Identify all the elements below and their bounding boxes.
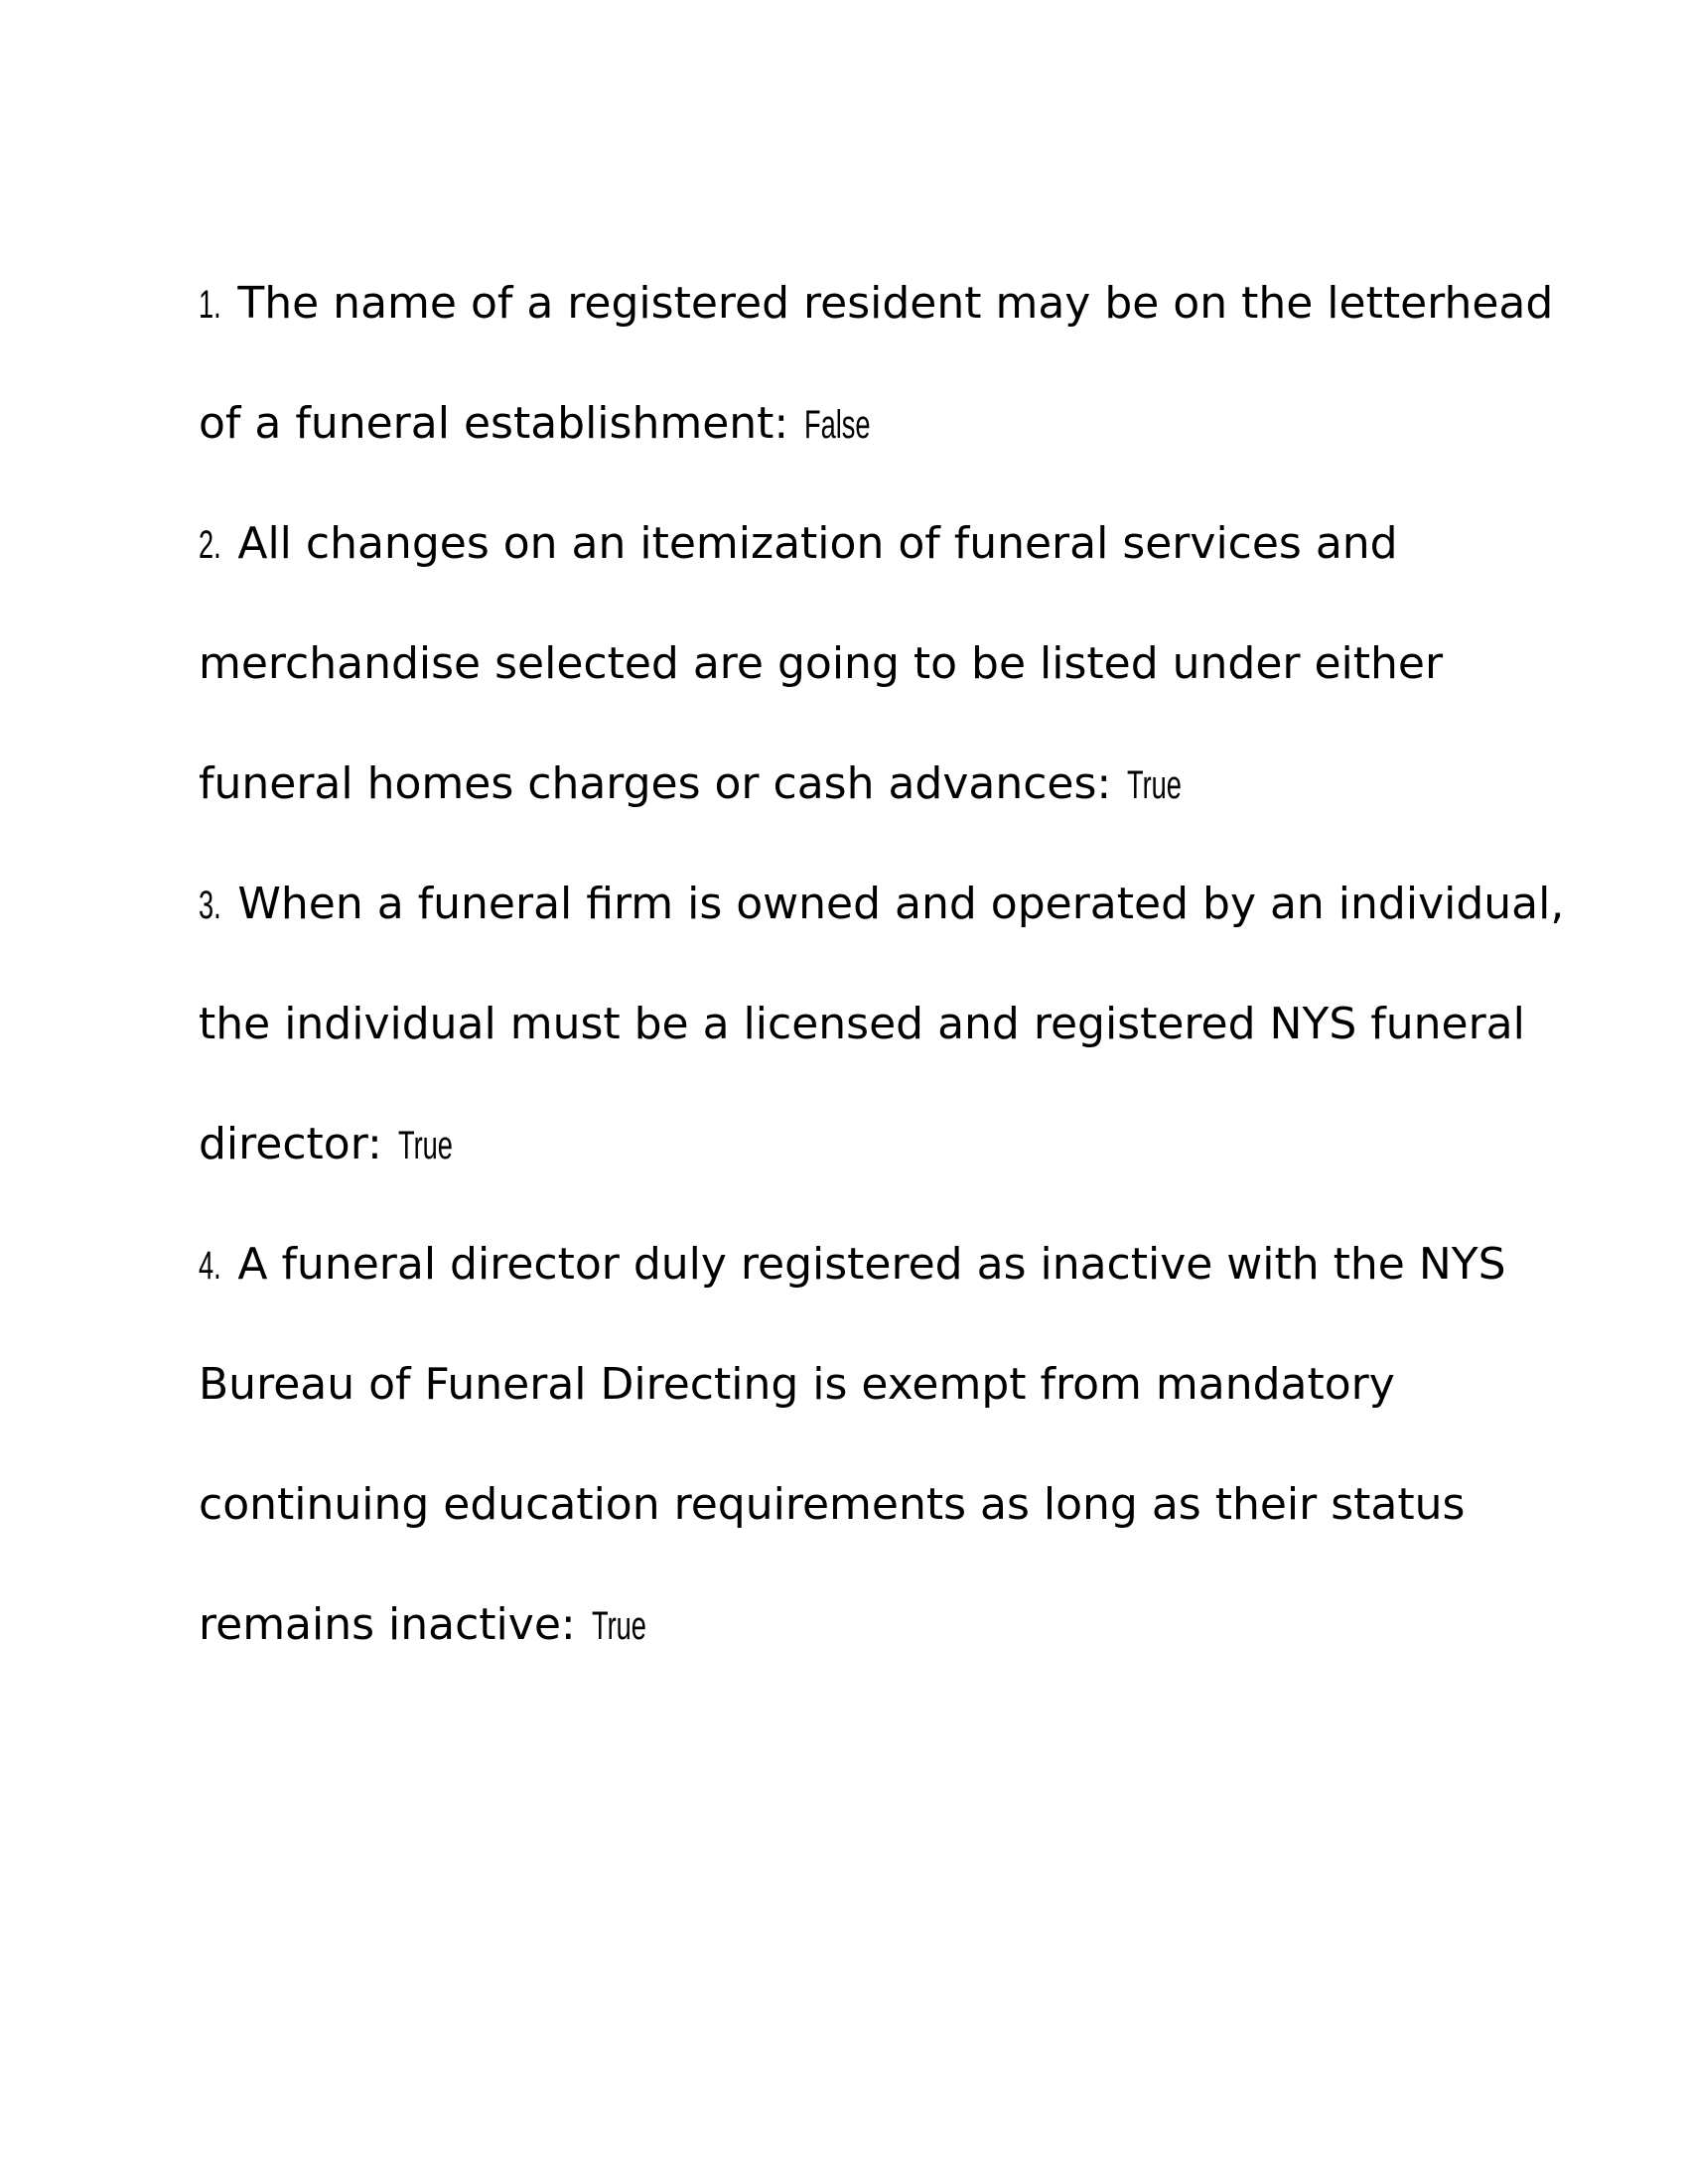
question-2-line-3 (199, 738, 1509, 858)
question-3-text-line-2: the individual must be a licensed and registered NYS funeral (199, 999, 1525, 1049)
question-1-text-line-1: The name of a registered resident may be on the letterhead (237, 278, 1554, 329)
question-2-answer: True (1127, 763, 1183, 807)
question-3-answer: True (397, 1124, 453, 1167)
question-2 (199, 497, 1509, 858)
question-1-answer: False (804, 403, 871, 447)
question-2-text-line-2: merchandise selected are going to be listed under either (199, 638, 1444, 689)
question-4-line-1 (199, 1218, 1509, 1338)
question-4-line-4 (199, 1578, 1509, 1699)
question-4-text-line-1: A funeral director duly registered as inactive with the NYS (237, 1239, 1506, 1290)
question-1-line-1 (199, 257, 1554, 377)
question-3-line-1 (199, 858, 1565, 978)
question-2-line-2 (199, 617, 1509, 738)
question-3 (199, 858, 1565, 1218)
question-4-line-2 (199, 1338, 1509, 1458)
question-2-text-line-1: All changes on an itemization of funeral services and (237, 518, 1398, 569)
question-3-line-2 (199, 978, 1525, 1098)
question-3-text-line-1: When a funeral firm is owned and operated by an individual, (237, 879, 1565, 929)
question-4-text-line-4: remains inactive: (199, 1599, 576, 1650)
question-2-number: 2. (199, 523, 221, 567)
question-4-text-line-3: continuing education requirements as long as their status (199, 1479, 1466, 1530)
question-4-text-line-2: Bureau of Funeral Directing is exempt from mandatory (199, 1359, 1395, 1410)
question-1-text-line-2: of a funeral establishment: (199, 398, 789, 449)
question-4-number: 4. (199, 1244, 221, 1288)
question-3-number: 3. (199, 884, 221, 927)
question-3-text-line-3: director: (199, 1119, 382, 1169)
question-1-line-2 (199, 377, 1509, 497)
question-list (199, 257, 1565, 1699)
question-1-number: 1. (199, 283, 221, 327)
question-1 (199, 257, 1554, 497)
question-4-line-3 (199, 1458, 1509, 1578)
question-4 (199, 1218, 1509, 1699)
question-2-text-line-3: funeral homes charges or cash advances: (199, 758, 1112, 809)
question-2-line-1 (199, 497, 1509, 617)
question-3-line-3 (199, 1098, 1509, 1218)
question-4-answer: True (591, 1604, 646, 1648)
